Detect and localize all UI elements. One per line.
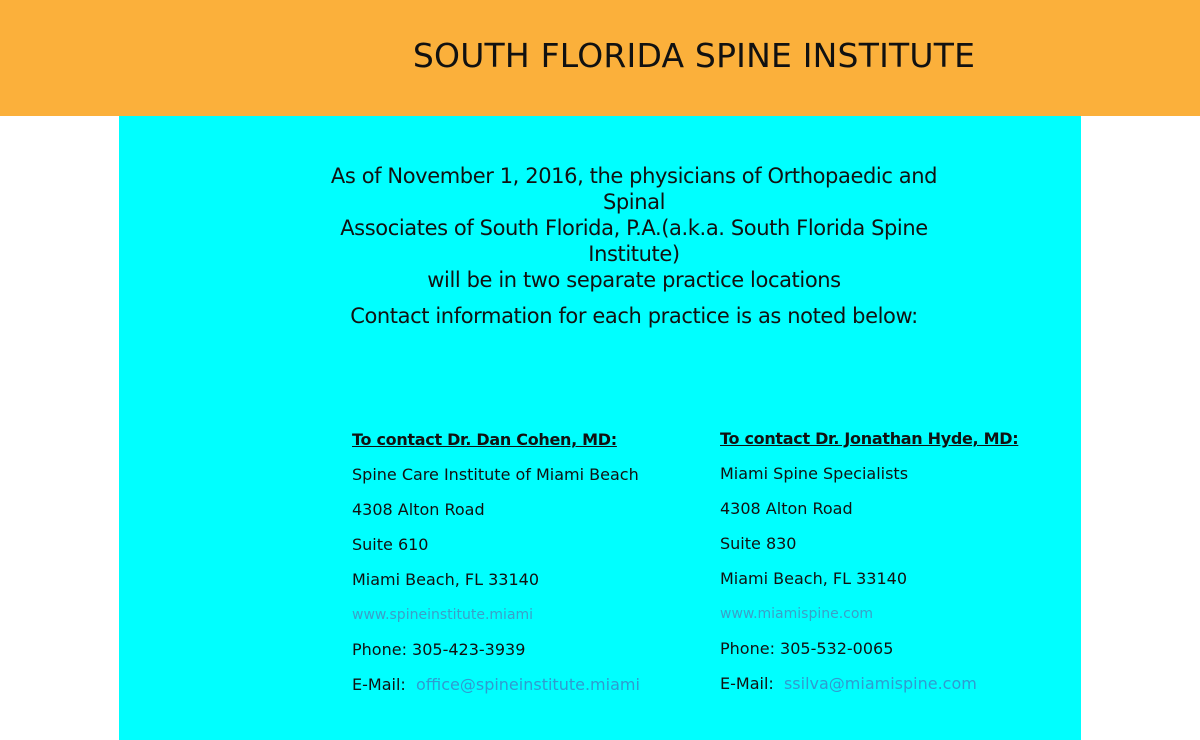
site-title: SOUTH FLORIDA SPINE INSTITUTE bbox=[412, 36, 976, 75]
practice-city: Miami Beach, FL 33140 bbox=[720, 569, 908, 588]
practice-website-link[interactable]: www.miamispine.com bbox=[720, 606, 874, 622]
email-link[interactable]: ssilva@miamispine.com bbox=[783, 674, 977, 693]
practice-cohen bbox=[352, 429, 692, 709]
practice-phone: Phone: 305-532-0065 bbox=[720, 639, 894, 658]
practice-phone: Phone: 305-423-3939 bbox=[352, 640, 526, 659]
email-label: E-Mail: bbox=[720, 674, 774, 693]
main-content bbox=[119, 116, 1081, 740]
practice-suite: Suite 830 bbox=[720, 534, 797, 553]
notice-line-3: will be in two separate practice locations bbox=[427, 268, 841, 292]
practice-city: Miami Beach, FL 33140 bbox=[352, 570, 540, 589]
practice-heading: To contact Dr. Dan Cohen, MD: bbox=[352, 430, 617, 449]
practice-email bbox=[720, 673, 1060, 708]
site-header bbox=[0, 0, 1200, 116]
practice-address: 4308 Alton Road bbox=[720, 499, 853, 518]
practice-email bbox=[352, 674, 692, 709]
practice-website-link[interactable]: www.spineinstitute.miami bbox=[352, 607, 534, 623]
email-link[interactable]: office@spineinstitute.miami bbox=[415, 675, 640, 694]
announcement-notice bbox=[304, 163, 964, 329]
practice-name: Spine Care Institute of Miami Beach bbox=[352, 465, 639, 484]
practice-suite: Suite 610 bbox=[352, 535, 429, 554]
practice-heading: To contact Dr. Jonathan Hyde, MD: bbox=[720, 429, 1019, 448]
email-label: E-Mail: bbox=[352, 675, 406, 694]
practice-hyde bbox=[720, 428, 1060, 708]
practice-address: 4308 Alton Road bbox=[352, 500, 485, 519]
practice-name: Miami Spine Specialists bbox=[720, 464, 909, 483]
notice-line-2: Associates of South Florida, P.A.(a.k.a. South Florida Spine Institute) bbox=[340, 216, 928, 266]
notice-line-4: Contact information for each practice is as noted below: bbox=[350, 304, 918, 328]
notice-line-1: As of November 1, 2016, the physicians of Orthopaedic and Spinal bbox=[330, 164, 938, 214]
